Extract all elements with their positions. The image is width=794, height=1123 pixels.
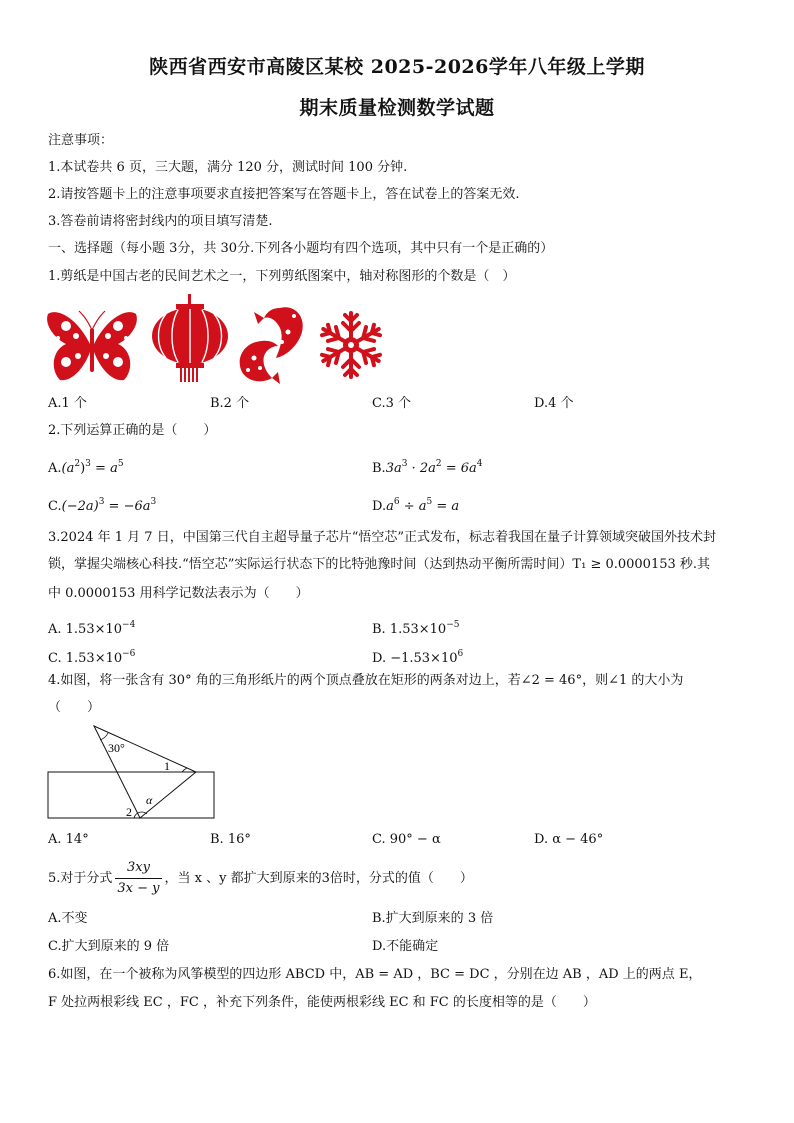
q1-option-a: A.1 个 bbox=[48, 396, 87, 411]
figure-label-2: 2 bbox=[126, 805, 132, 819]
question-4-line-2: （ ） bbox=[48, 700, 101, 715]
snowflake-papercut-image bbox=[318, 308, 384, 382]
notice-item-3: 3.答卷前请将密封线内的项目填写清楚. bbox=[48, 214, 273, 229]
question-3-line-2: 锁，掌握尖端核心科技.“悟空芯”实际运行状态下的比特弛豫时间（达到热动平衡所需时间）T₁ ≥ 0.0000153 秒.其 bbox=[48, 557, 711, 572]
notice-item-2: 2.请按答题卡上的注意事项要求直接把答案写在答题卡上，答在试卷上的答案无效. bbox=[48, 187, 520, 202]
koi-fish-papercut-image bbox=[236, 302, 308, 384]
q3-option-c: C. $1.53\times 10^{-6}$ bbox=[48, 649, 136, 666]
question-6-line-2: F 处拉两根彩线 EC ，FC ，补充下列条件，能使两根彩线 EC 和 FC 的长度相等的是（ ） bbox=[48, 995, 596, 1010]
q4-option-c: C. 90° − α bbox=[372, 832, 441, 847]
question-5-stem: 5.对于分式 $\frac{3xy}{3x - y}$ ，当 x 、y 都扩大到原来的3倍时，分式的值（ ） bbox=[48, 858, 473, 899]
q1-option-d: D.4 个 bbox=[534, 396, 574, 411]
page-subtitle: 期末质量检测数学试题 bbox=[299, 97, 495, 119]
figure-label-alpha: α bbox=[146, 793, 153, 807]
question-6-line-1: 6.如图，在一个被称为风筝模型的四边形 ABCD 中，AB = AD ，BC = DC ，分别在边 AB ，AD 上的两点 E， bbox=[48, 967, 702, 982]
q5-option-d: D.不能确定 bbox=[372, 939, 439, 954]
q1-option-b: B.2 个 bbox=[210, 396, 250, 411]
q2-option-c: $C.(-2a)^3 = -6a^3$ bbox=[48, 497, 157, 514]
question-4-line-1: 4.如图，将一张含有 30° 角的三角形纸片的两个顶点叠放在矩形的两条对边上，若∠2 = 46°，则∠1 的大小为 bbox=[48, 673, 684, 688]
q5-fraction: $\frac{3xy}{3x - y}$ bbox=[117, 860, 160, 896]
notice-heading: 注意事项： bbox=[48, 133, 114, 148]
question-1-stem: 1.剪纸是中国古老的民间艺术之一，下列剪纸图案中，轴对称图形的个数是（ ） bbox=[48, 269, 516, 284]
question-2-stem: 2.下列运算正确的是（ ） bbox=[48, 423, 217, 438]
q3-option-b: B. $1.53\times 10^{-5}$ bbox=[372, 620, 460, 637]
q2-option-d: $D.a^6 \div a^5 = a$ bbox=[372, 497, 460, 514]
q3-option-a: A. $1.53\times 10^{-4}$ bbox=[48, 620, 136, 637]
q4-option-a: A. 14° bbox=[48, 832, 89, 847]
notice-item-1: 1.本试卷共 6 页，三大题，满分 120 分，测试时间 100 分钟. bbox=[48, 160, 408, 175]
q1-option-c: C.3 个 bbox=[372, 396, 412, 411]
lantern-papercut-image bbox=[150, 294, 230, 384]
q3-option-d: D. $-1.53\times 10^6$ bbox=[372, 649, 464, 666]
page-title: 陕西省西安市高陵区某校 2025-2026学年八年级上学期 bbox=[149, 56, 645, 78]
q4-option-b: B. 16° bbox=[210, 832, 251, 847]
butterfly-papercut-image bbox=[46, 308, 138, 384]
q5-option-a: A.不变 bbox=[48, 911, 88, 926]
triangle-rectangle-figure bbox=[46, 722, 220, 822]
q2-option-a: $A.(a^2)^3 = a^5$ bbox=[48, 459, 124, 476]
figure-label-30: 30° bbox=[108, 741, 125, 755]
question-3-line-3: 中 0.0000153 用科学记数法表示为（ ） bbox=[48, 586, 309, 601]
section-heading: 一、选择题（每小题 3分，共 30分.下列各小题均有四个选项，其中只有一个是正确的） bbox=[48, 241, 554, 256]
q5-option-c: C.扩大到原来的 9 倍 bbox=[48, 939, 170, 954]
q2-option-b: $B.3a^3 \cdot 2a^2 = 6a^4$ bbox=[372, 459, 483, 476]
question-3-line-1: 3.2024 年 1 月 7 日，中国第三代自主超导量子芯片“悟空芯”正式发布，标志着我国在量子计算领域突破国外技术封 bbox=[48, 530, 716, 545]
q4-option-d: D. α − 46° bbox=[534, 832, 604, 847]
q5-option-b: B.扩大到原来的 3 倍 bbox=[372, 911, 494, 926]
figure-label-1: 1 bbox=[164, 759, 170, 773]
